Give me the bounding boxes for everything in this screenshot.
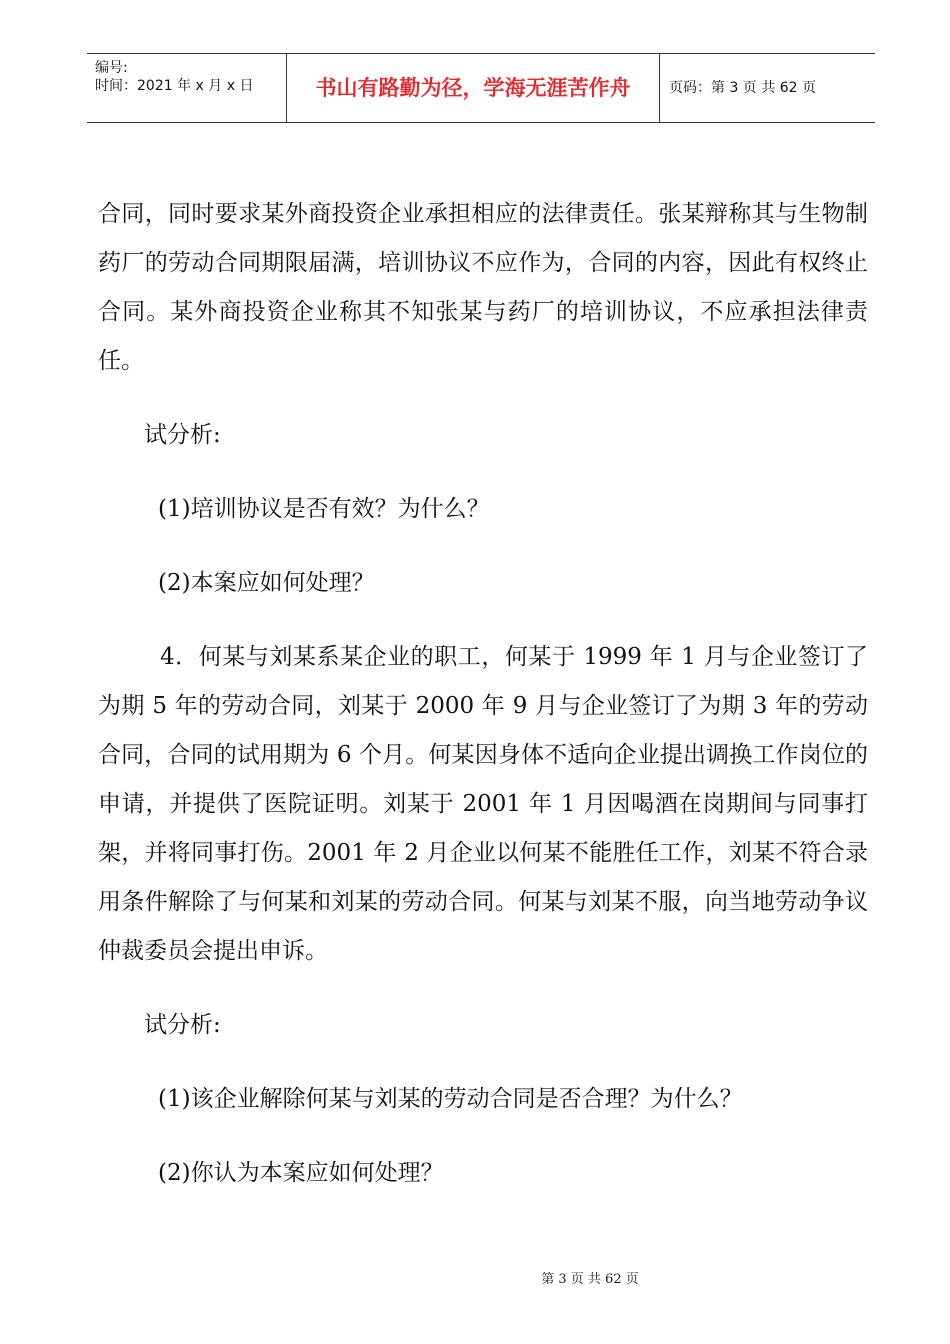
question-item: (2)你认为本案应如何处理？ — [158, 1160, 444, 1186]
header-meta — [95, 59, 285, 95]
footer-page-number: 第 3 页 共 62 页 — [541, 1272, 639, 1287]
page-header — [87, 53, 875, 123]
analysis-heading: 试分析: — [144, 1012, 221, 1038]
document-body — [98, 190, 868, 1198]
analysis-heading: 试分析: — [144, 422, 221, 448]
question-item: (1)培训协议是否有效？为什么？ — [158, 496, 490, 522]
header-motto: 书山有路勤为径，学海无涯苦作舟 — [315, 76, 631, 100]
question-item: (1)该企业解除何某与刘某的劳动合同是否合理？为什么？ — [158, 1086, 743, 1112]
header-code-label: 编号: — [95, 60, 128, 76]
header-date-label: 时间：2021 年 x 月 x 日 — [95, 78, 254, 94]
header-page-label: 页码：第 3 页 共 62 页 — [669, 80, 816, 96]
question-item: (2)本案应如何处理？ — [158, 570, 375, 596]
case-paragraph: 4．何某与刘某系某企业的职工，何某于 1999 年 1 月与企业签订了为期 5 年的劳动合同，刘某于 2000 年 9 月与企业签订了为期 3 年的劳动合同，合同的试用期为 6 个月。何某因身体不适向企业提出调换工作岗位的申请，并提供了医院证明。刘某于 2001 年 1 月因喝酒在岗期间与同事打架，并将同事打伤。2001 年 2 月企业以何某不能胜任工作，刘某不符合录用条件解除了与何某和刘某的劳动合同。何某与刘某不服，向当地劳动争议仲裁委员会提出申诉。 — [98, 644, 868, 964]
paragraph-continuation: 合同，同时要求某外商投资企业承担相应的法律责任。张某辩称其与生物制药厂的劳动合同期限届满，培训协议不应作为，合同的内容，因此有权终止合同。某外商投资企业称其不知张某与药厂的培训协议，不应承担法律责任。 — [98, 201, 868, 374]
header-divider — [659, 54, 660, 122]
page-footer — [0, 1268, 950, 1287]
